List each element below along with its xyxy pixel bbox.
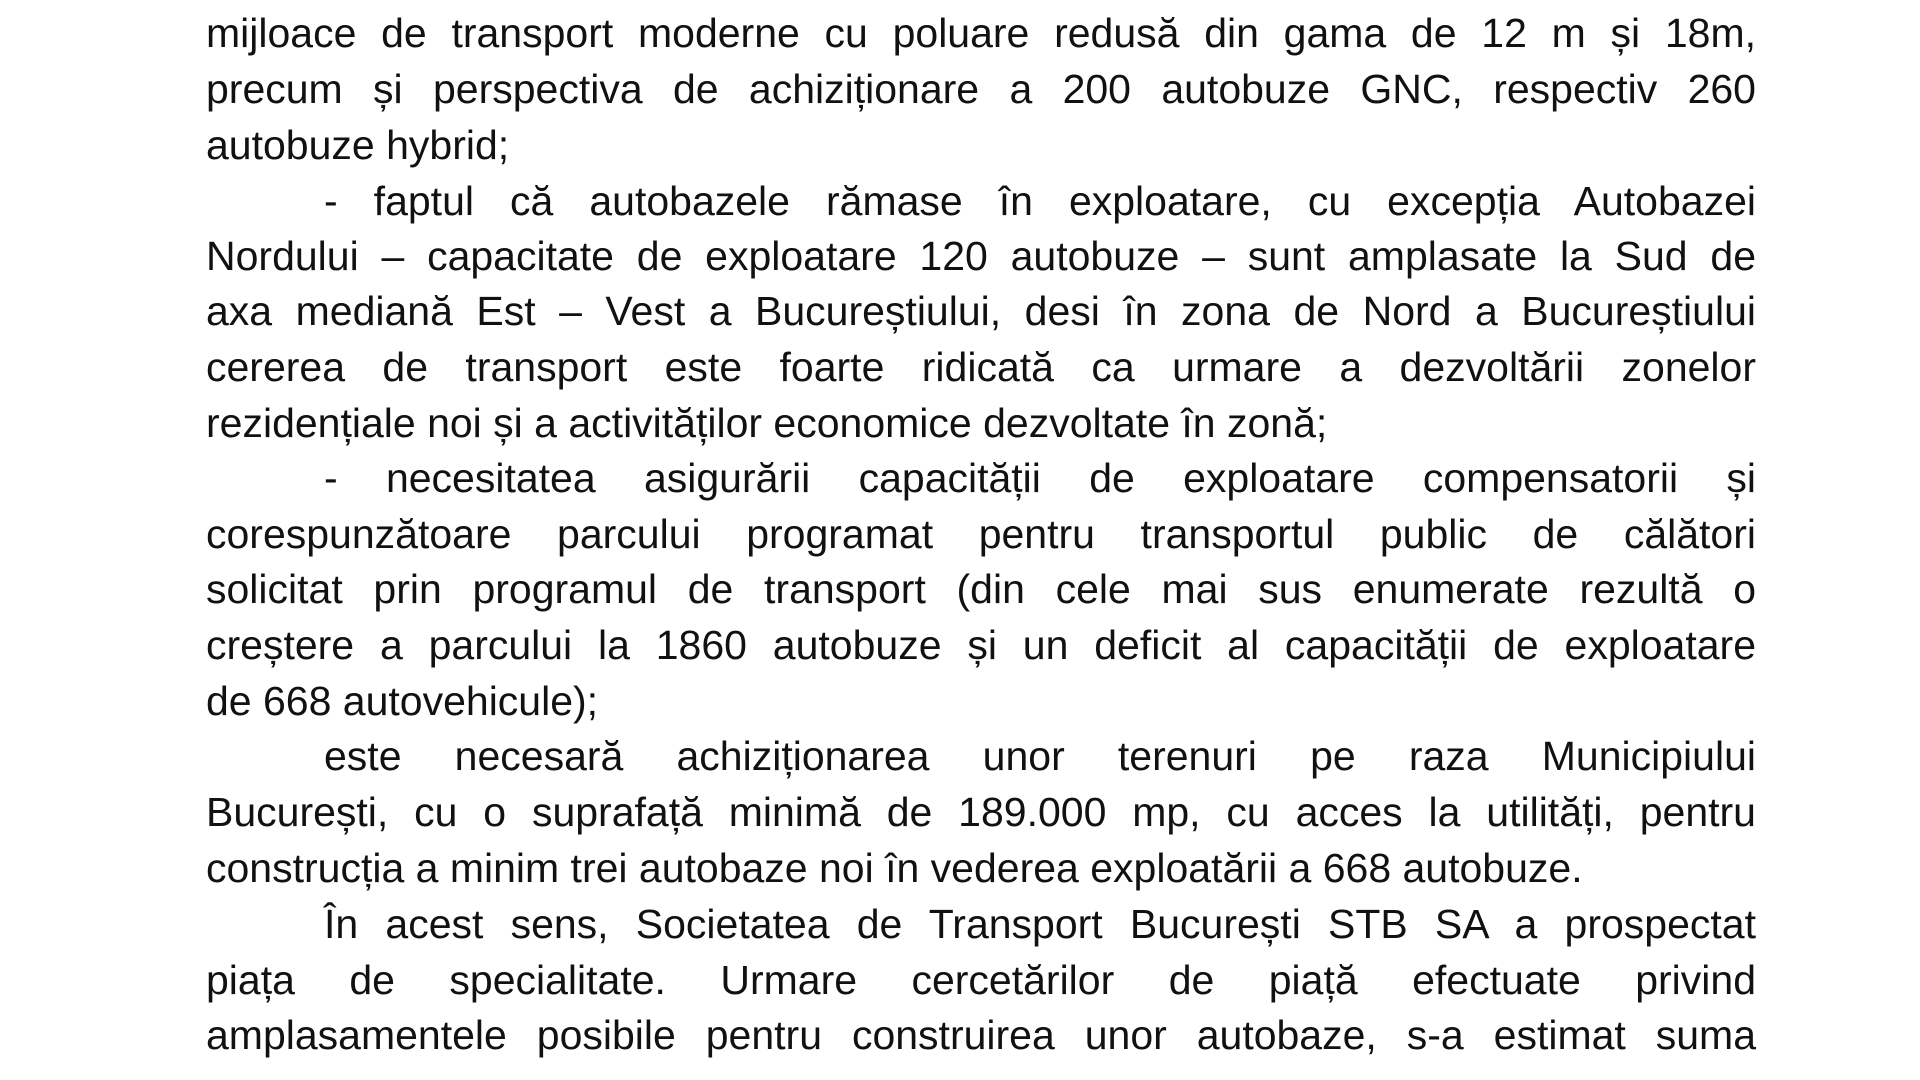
text-line: corespunzătoare parcului programat pentru transportul public de călători [206,511,1756,557]
text-line: este necesară achiziționarea unor terenuri pe raza Municipiului [324,733,1756,779]
text-line: amplasamentele posibile pentru construirea unor autobaze, s-a estimat suma [206,1012,1756,1058]
text-line: autobuze hybrid; [206,122,510,168]
text-line: construcția a minim trei autobaze noi în vederea exploatării a 668 autobuze. [206,845,1583,891]
text-line: axa mediană Est – Vest a Bucureștiului, desi în zona de Nord a Bucureștiului [206,288,1756,334]
text-line: piața de specialitate. Urmare cercetărilor de piață efectuate privind [206,957,1756,1003]
bullet-line: - faptul că autobazele rămase în exploatare, cu excepția Autobazei [324,178,1756,224]
text-line: Nordului – capacitate de exploatare 120 autobuze – sunt amplasate la Sud de [206,233,1756,279]
text-line: În acest sens, Societatea de Transport București STB SA a prospectat [324,901,1756,947]
text-line: București, cu o suprafață minimă de 189.000 mp, cu acces la utilități, pentru [206,789,1756,835]
text-line: cererea de transport este foarte ridicată ca urmare a dezvoltării zonelor [206,344,1756,390]
text-line: rezidențiale noi și a activităților economice dezvoltate în zonă; [206,400,1328,446]
text-line: precum și perspectiva de achiziționare a 200 autobuze GNC, respectiv 260 [206,66,1756,112]
text-line: solicitat prin programul de transport (din cele mai sus enumerate rezultă o [206,566,1756,612]
text-line: creștere a parcului la 1860 autobuze și un deficit al capacității de exploatare [206,622,1756,668]
text-line: de 668 autovehicule); [206,678,599,724]
bullet-line: - necesitatea asigurării capacității de exploatare compensatorii și [324,455,1756,501]
text-line: mijloace de transport moderne cu poluare redusă din gama de 12 m și 18m, [206,10,1756,56]
